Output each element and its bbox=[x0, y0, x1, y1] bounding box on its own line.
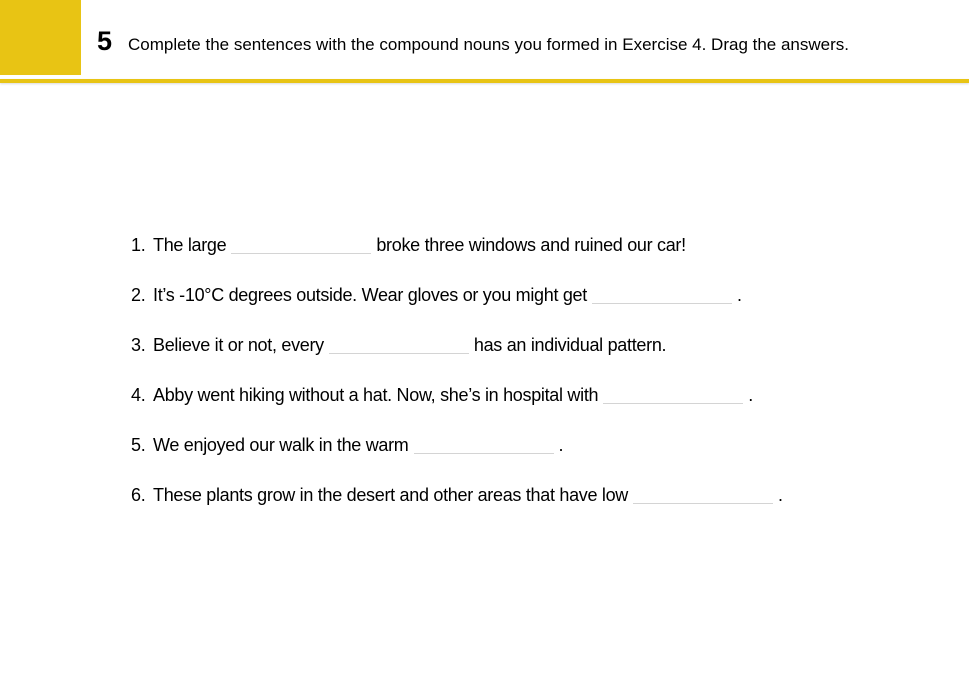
answer-drop-zone-1[interactable] bbox=[231, 233, 371, 254]
sentence-5 bbox=[131, 430, 783, 480]
sentence-text-before: Abby went hiking without a hat. Now, she’s in hospital with bbox=[153, 385, 599, 405]
answer-drop-zone-2[interactable] bbox=[592, 283, 732, 304]
sentence-text-after: broke three windows and ruined our car! bbox=[376, 235, 686, 255]
exercise-number: 5 bbox=[97, 26, 113, 56]
sentence-text-before: The large bbox=[153, 235, 227, 255]
sentence-text-after: has an individual pattern. bbox=[473, 335, 667, 355]
answer-drop-zone-3[interactable] bbox=[329, 333, 469, 354]
sentence-number: 5. bbox=[131, 435, 146, 455]
sentence-text-after: . bbox=[748, 385, 753, 405]
sentence-text-before: These plants grow in the desert and other areas that have low bbox=[153, 485, 628, 505]
sentence-text-after: . bbox=[778, 485, 783, 505]
sentence-1 bbox=[131, 230, 783, 280]
sentence-text-after: . bbox=[558, 435, 564, 455]
sentence-list bbox=[131, 230, 783, 530]
sentence-number: 2. bbox=[131, 285, 146, 305]
sentence-6 bbox=[131, 480, 783, 530]
header-accent-block bbox=[0, 0, 81, 75]
sentence-2 bbox=[131, 280, 783, 330]
answer-drop-zone-4[interactable] bbox=[603, 383, 743, 404]
sentence-text-before: Believe it or not, every bbox=[153, 335, 324, 355]
sentence-text-before: We enjoyed our walk in the warm bbox=[153, 435, 409, 455]
header-divider bbox=[0, 79, 969, 83]
sentence-number: 3. bbox=[131, 335, 146, 355]
exercise-instruction: Complete the sentences with the compound nouns you formed in Exercise 4. Drag the answers. bbox=[128, 35, 849, 54]
sentence-number: 1. bbox=[131, 235, 146, 255]
sentence-text-after: . bbox=[736, 285, 742, 305]
sentence-text-before: It’s -10°C degrees outside. Wear gloves or you might get bbox=[153, 285, 587, 305]
sentence-4 bbox=[131, 380, 783, 430]
answer-drop-zone-5[interactable] bbox=[414, 433, 554, 454]
sentence-3 bbox=[131, 330, 783, 380]
sentence-number: 4. bbox=[131, 385, 146, 405]
sentence-number: 6. bbox=[131, 485, 146, 505]
answer-drop-zone-6[interactable] bbox=[633, 483, 773, 504]
